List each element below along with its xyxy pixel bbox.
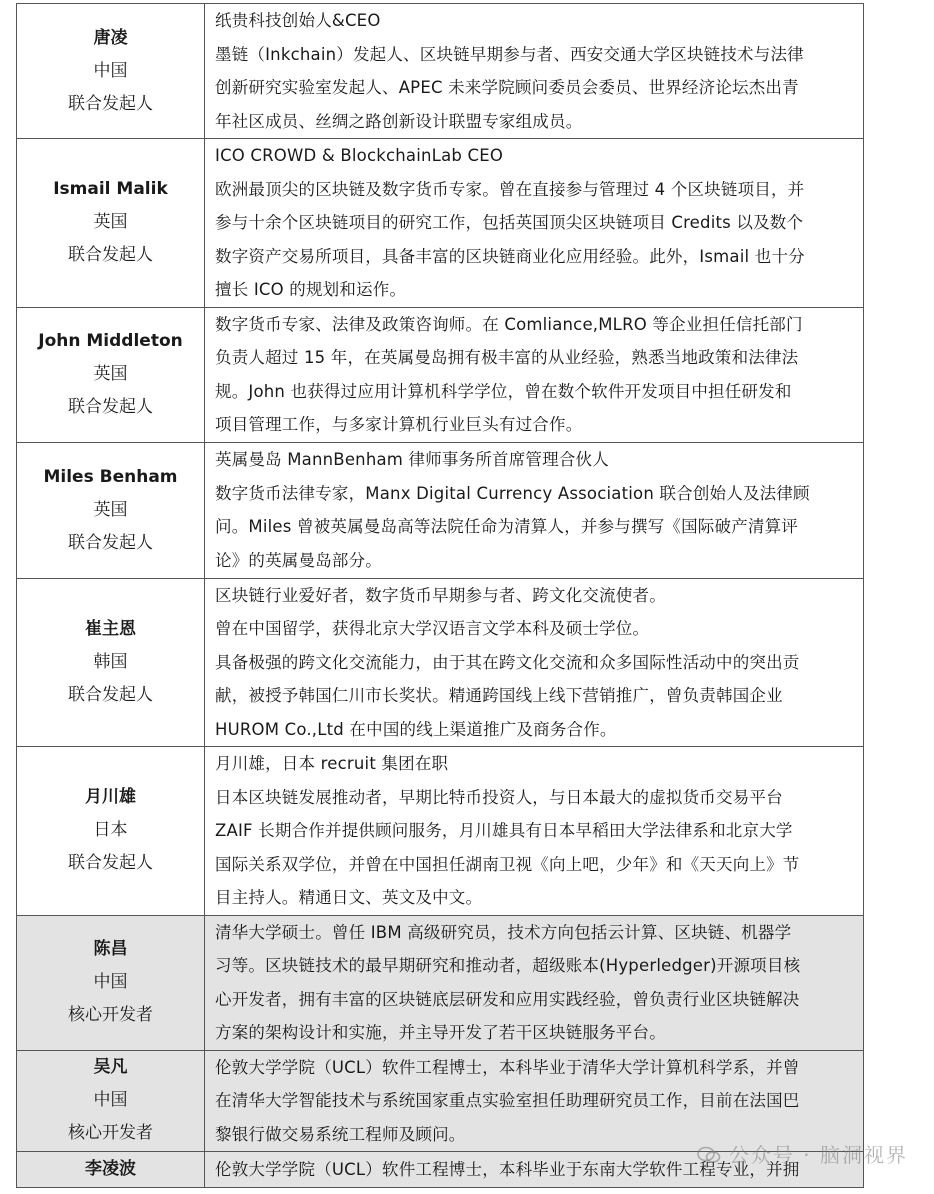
team-table (16, 3, 864, 1188)
person-name: John Middleton (38, 331, 183, 351)
description-line: 日本区块链发展推动者，早期比特币投资人，与日本最大的虚拟货币交易平台 (215, 787, 783, 807)
person-info-cell (17, 747, 205, 916)
description-line: 曾在中国留学，获得北京大学汉语言文学本科及硕士学位。 (215, 619, 650, 638)
description-line: 参与十余个区块链项目的研究工作，包括英国顶尖区块链项目 Credits 以及数个 (215, 213, 804, 232)
description-line: 数字资产交易所项目，具备丰富的区块链商业化应用经验。此外，Ismail 也十分 (215, 246, 805, 266)
person-description-cell (205, 307, 864, 442)
team-table-body (17, 4, 864, 1188)
description-line: 欧洲最顶尖的区块链及数字货币专家。曾在直接参与管理过 4 个区块链项目，并 (215, 179, 805, 199)
description-line: 在清华大学智能技术与系统国家重点实验室担任助理研究员工作，目前在法国巴 (215, 1091, 800, 1110)
description-line: 区块链行业爱好者，数字货币早期参与者、跨文化交流使者。 (215, 585, 666, 605)
person-role: 联合发起人 (68, 93, 153, 114)
description-line: 项目管理工作，与多家计算机行业巨头有过合作。 (215, 415, 583, 434)
watermark (697, 1139, 908, 1168)
description-line: 论》的英属曼岛部分。 (215, 550, 382, 570)
description-line: 献，被授予韩国仁川市长奖状。精通跨国线上线下营销推广，曾负责韩国企业 (215, 686, 783, 705)
person-name: 崔主恩 (85, 618, 136, 639)
description-line: 清华大学硕士。曾任 IBM 高级研究员，技术方向包括云计算、区块链、机器学 (215, 922, 792, 942)
description-line: 黎银行做交易系统工程师及顾问。 (215, 1124, 466, 1144)
person-description-cell (205, 442, 864, 578)
person-row (17, 1050, 864, 1152)
person-name: 吴凡 (93, 1057, 128, 1078)
description-line: 英属曼岛 MannBenham 律师事务所首席管理合伙人 (215, 450, 609, 469)
wechat-icon (697, 1146, 721, 1164)
description-line: 负责人超过 15 年，在英属曼岛拥有极丰富的从业经验，熟悉当地政策和法律法 (215, 348, 799, 367)
description-line: 创新研究实验室发起人、APEC 未来学院顾问委员会委员、世界经济论坛杰出青 (215, 78, 799, 97)
description-line: 规。John 也获得过应用计算机科学学位，曾在数个软件开发项目中担任研发和 (215, 381, 792, 401)
description-line: 习等。区块链技术的最早期研究和推动者，超级账本(Hyperledger)开源项目核 (215, 956, 801, 975)
person-row (17, 915, 864, 1050)
person-country: 日本 (93, 820, 128, 841)
description-line: 月川雄，日本 recruit 集团在职 (215, 754, 449, 773)
person-country: 中国 (93, 1090, 128, 1111)
description-line: 伦敦大学学院（UCL）软件工程博士，本科毕业于清华大学计算机科学系，并曾 (215, 1057, 800, 1077)
description-line: 墨链（Inkchain）发起人、区块链早期参与者、西安交通大学区块链技术与法律 (215, 44, 804, 64)
person-role: 核心开发者 (68, 1005, 153, 1025)
person-role: 联合发起人 (68, 853, 153, 874)
description-line: ICO CROWD & BlockchainLab CEO (215, 146, 504, 165)
description-line: ZAIF 长期合作并提供顾问服务，月川雄具有日本早稻田大学法律系和北京大学 (215, 821, 793, 840)
person-info-cell (17, 442, 205, 578)
person-row (17, 139, 864, 308)
description-line: 数字货币专家、法律及政策咨询师。在 Comliance,MLRO 等企业担任信托部门 (215, 314, 803, 334)
person-role: 联合发起人 (68, 397, 153, 417)
person-name: 李凌波 (85, 1159, 136, 1179)
person-info-cell (17, 1050, 205, 1152)
person-name: 唐凌 (93, 27, 128, 48)
person-description-cell (205, 915, 864, 1050)
person-row (17, 747, 864, 916)
description-line: 伦敦大学学院（UCL）软件工程博士，本科毕业于东南大学软件工程专业，并拥 (215, 1159, 800, 1179)
description-line: 国际关系双学位，并曾在中国担任湖南卫视《向上吧，少年》和《天天向上》节 (215, 854, 800, 874)
person-role: 联合发起人 (68, 684, 153, 705)
person-info-cell (17, 139, 205, 308)
description-line: 目主持人。精通日文、英文及中文。 (215, 888, 483, 907)
description-line: 具备极强的跨文化交流能力，由于其在跨文化交流和众多国际性活动中的突出贡 (215, 652, 800, 672)
description-line: 方案的架构设计和实施，并主导开发了若干区块链服务平台。 (215, 1023, 666, 1042)
person-country: 中国 (93, 972, 128, 992)
person-info-cell (17, 578, 205, 747)
person-description-cell (205, 139, 864, 308)
person-name: Miles Benham (43, 466, 178, 487)
person-info-cell (17, 1152, 205, 1188)
person-row (17, 307, 864, 442)
description-line: 擅长 ICO 的规划和运作。 (215, 280, 407, 299)
person-info-cell (17, 4, 205, 139)
person-role: 联合发起人 (68, 532, 153, 553)
person-description-cell (205, 4, 864, 139)
description-line: 心开发者，拥有丰富的区块链底层研发和应用实践经验，曾负责行业区块链解决 (215, 989, 800, 1009)
description-line: 问。Miles 曾被英属曼岛高等法院任命为清算人，并参与撰写《国际破产清算评 (215, 517, 798, 536)
person-description-cell (205, 747, 864, 916)
person-info-cell (17, 915, 205, 1050)
person-role: 联合发起人 (68, 245, 153, 266)
person-row (17, 4, 864, 139)
person-country: 英国 (93, 499, 128, 520)
person-name: 月川雄 (85, 787, 136, 808)
person-row (17, 578, 864, 747)
person-role: 核心开发者 (68, 1123, 153, 1144)
person-description-cell (205, 578, 864, 747)
description-line: 年社区成员、丝绸之路创新设计联盟专家组成员。 (215, 111, 583, 131)
person-country: 中国 (93, 60, 128, 81)
description-line: 纸贵科技创始人&CEO (215, 11, 381, 30)
watermark-text: 公众号 · 脑洞视界 (728, 1143, 908, 1167)
person-country: 韩国 (93, 651, 128, 672)
description-line: HUROM Co.,Ltd 在中国的线上渠道推广及商务合作。 (215, 719, 617, 739)
person-name: 陈昌 (93, 939, 128, 959)
person-info-cell (17, 307, 205, 442)
person-country: 英国 (93, 364, 128, 384)
person-name: Ismail Malik (53, 179, 168, 200)
description-line: 数字货币法律专家，Manx Digital Currency Association 联合创始人及法律顾 (215, 483, 810, 503)
person-country: 英国 (93, 212, 128, 233)
person-row (17, 442, 864, 578)
person-description-cell (205, 1050, 864, 1152)
